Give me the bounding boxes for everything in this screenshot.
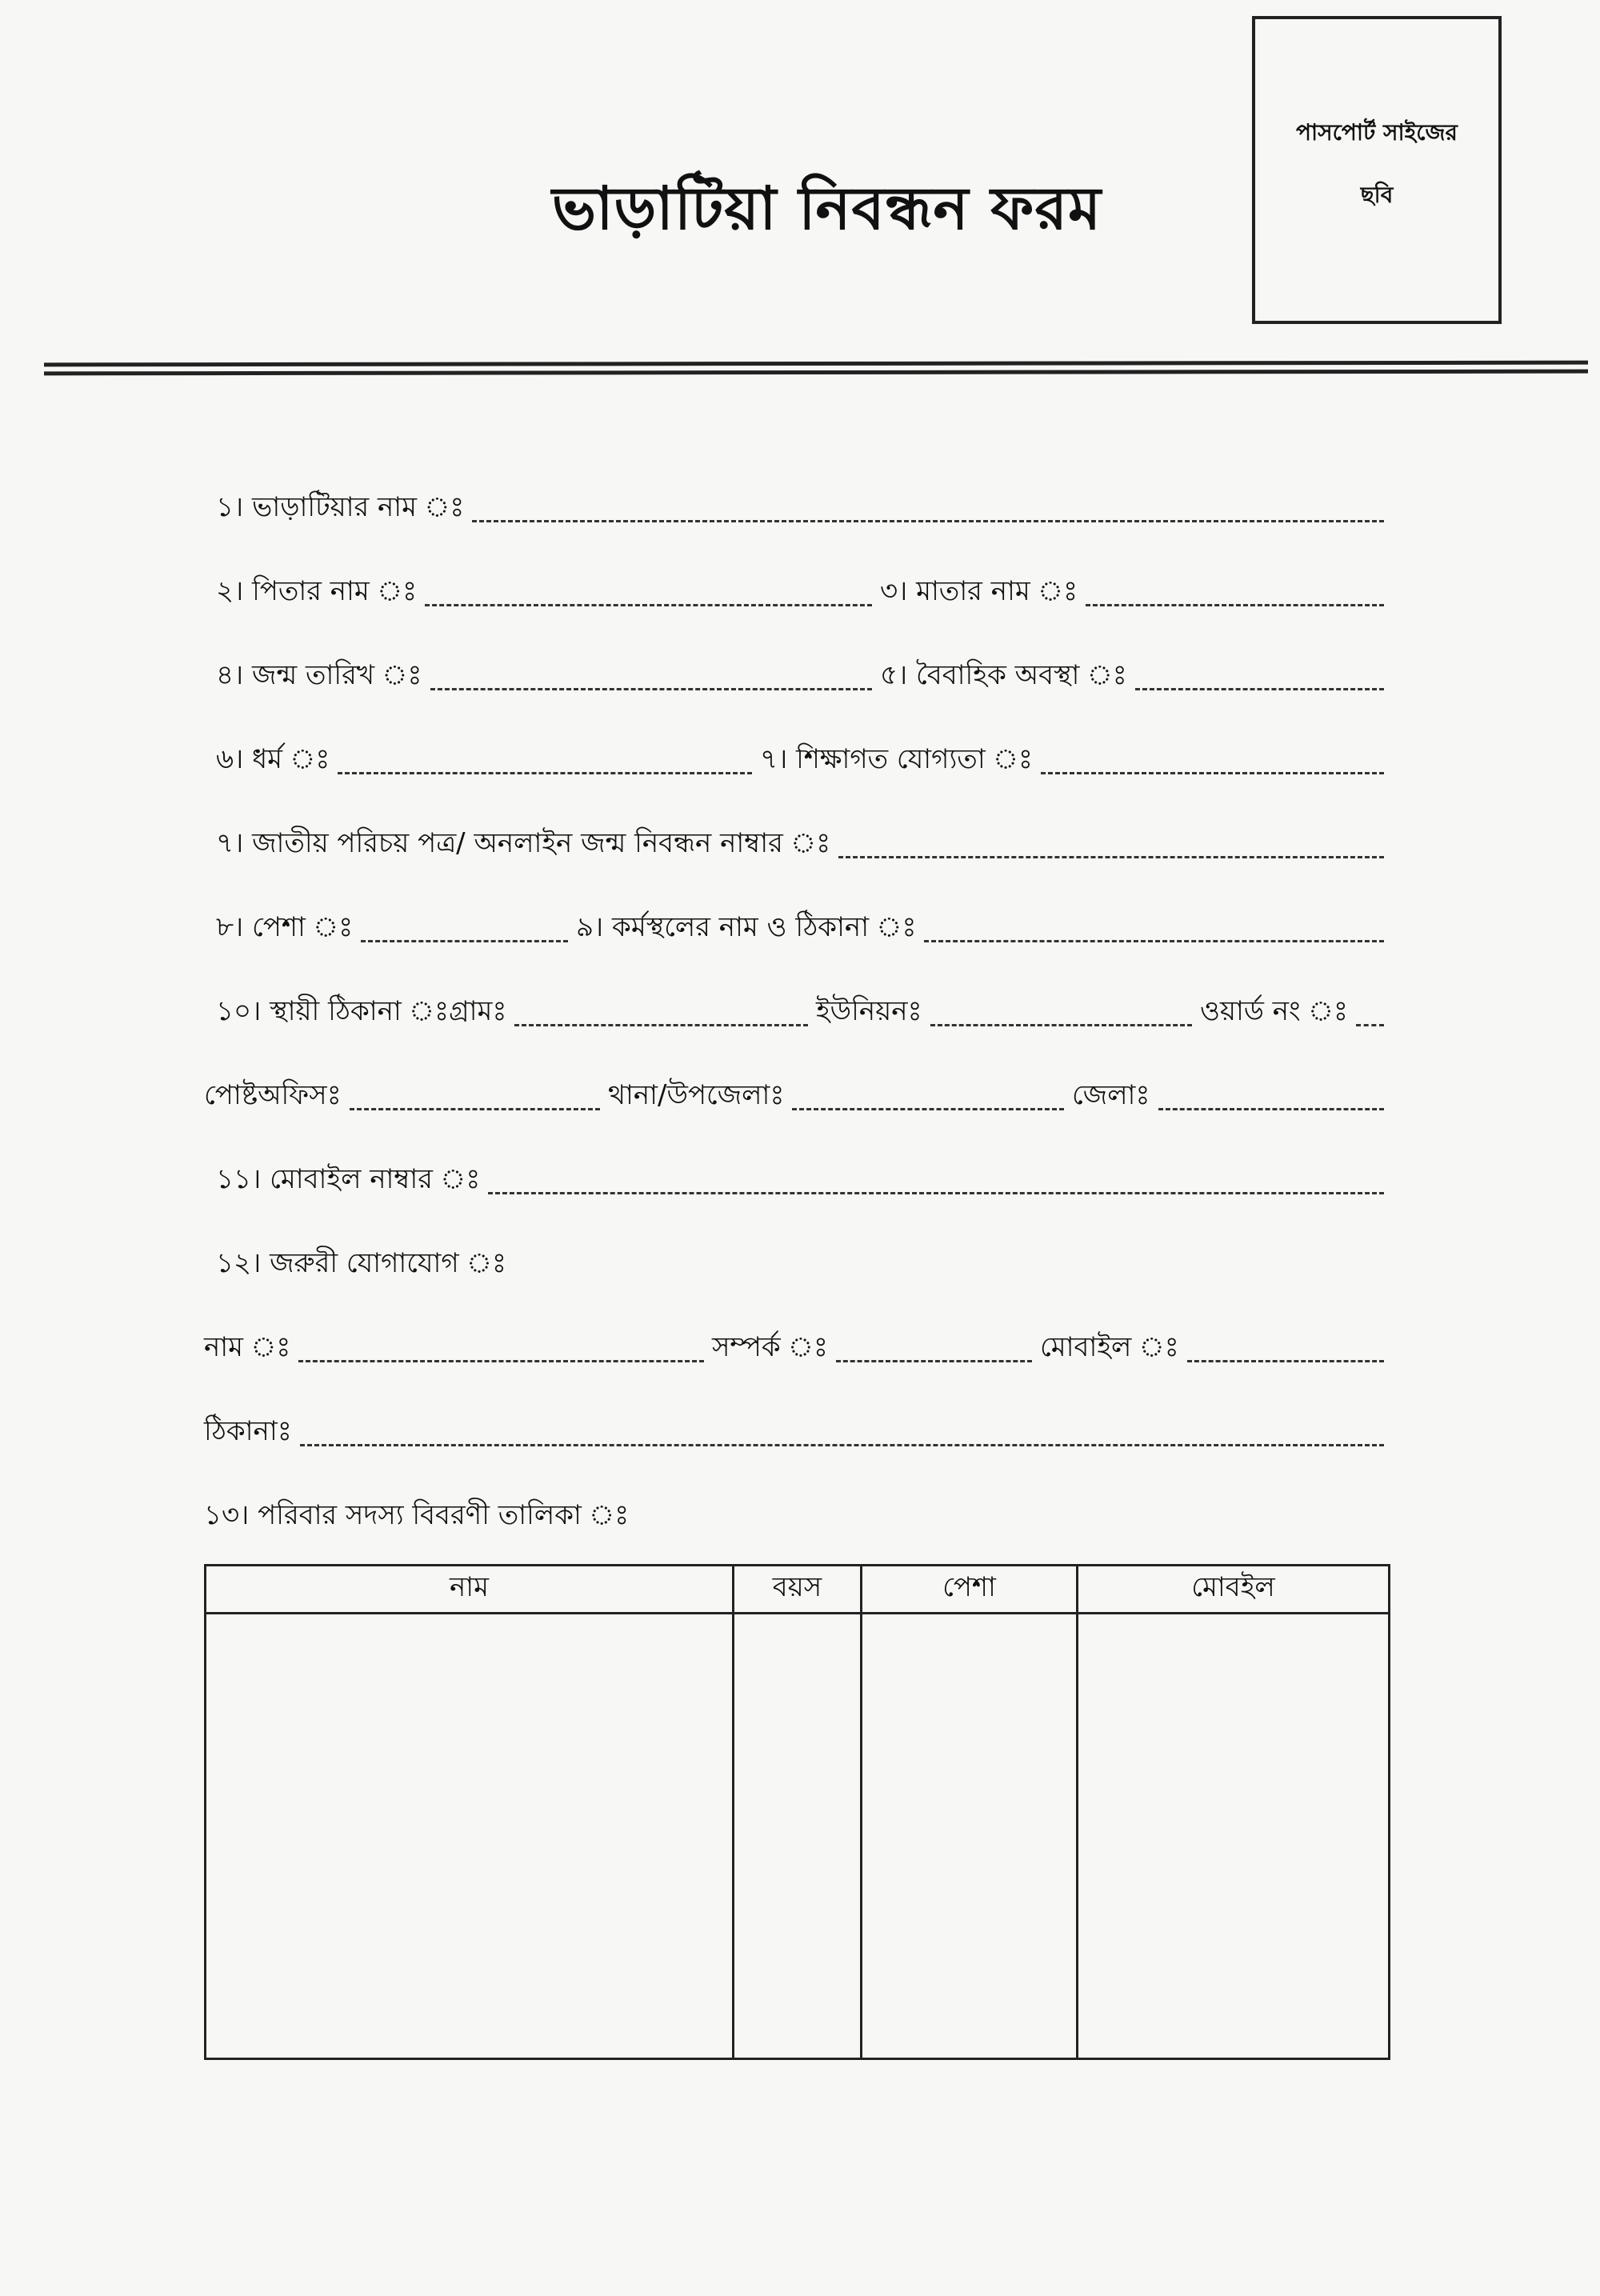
field-nid — [216, 820, 1384, 868]
field-emergency-address — [204, 1408, 1384, 1456]
thana-line[interactable] — [792, 1108, 1064, 1110]
column-header-mobile: মোবইল — [1078, 1566, 1390, 1614]
relation-line[interactable] — [836, 1360, 1032, 1362]
mobile-number-line[interactable] — [488, 1192, 1384, 1194]
mother-name-line[interactable] — [1086, 604, 1384, 606]
table-cell-name[interactable] — [206, 1614, 734, 2059]
field-mobile-number — [216, 1156, 1384, 1204]
emergency-name-line[interactable] — [298, 1360, 704, 1362]
mother-name-label: ৩। মাতার নাম ঃ — [880, 575, 1078, 607]
mobile-number-label: ১১। মোবাইল নাম্বার ঃ — [216, 1163, 481, 1195]
family-members-table — [204, 1564, 1390, 2060]
field-birth-marital-row — [216, 652, 1384, 700]
table-cell-mobile[interactable] — [1078, 1614, 1390, 2059]
emergency-mobile-line[interactable] — [1187, 1360, 1384, 1362]
village-label: গ্রামঃ — [449, 995, 507, 1027]
district-line[interactable] — [1158, 1108, 1384, 1110]
village-line[interactable] — [514, 1024, 808, 1026]
occupation-line[interactable] — [361, 940, 568, 942]
table-header-row — [206, 1566, 1390, 1614]
thana-label: থানা/উপজেলাঃ — [608, 1079, 785, 1111]
religion-line[interactable] — [338, 772, 752, 774]
header-double-rule — [44, 361, 1588, 376]
passport-photo-box — [1252, 16, 1502, 324]
emergency-address-label: ঠিকানাঃ — [204, 1415, 292, 1447]
field-parents-row — [216, 568, 1384, 616]
form-title: ভাড়াটিয়া নিবন্ধন ফরম — [552, 174, 1102, 243]
nid-label: ৭। জাতীয় পরিচয় পত্র/ অনলাইন জন্ম নিবন্ধন নাম্বার ঃ — [216, 827, 831, 859]
father-name-line[interactable] — [425, 604, 872, 606]
field-emergency-name-relation-mobile-row — [204, 1324, 1384, 1372]
father-name-label: ২। পিতার নাম ঃ — [216, 575, 418, 607]
field-tenant-name — [216, 484, 1384, 532]
birth-date-line[interactable] — [430, 688, 873, 690]
relation-label: সম্পর্ক ঃ — [712, 1331, 829, 1363]
table-row — [206, 1614, 1390, 2059]
emergency-contact-label: ১২। জরুরী যোগাযোগ ঃ — [216, 1247, 507, 1279]
emergency-address-line[interactable] — [300, 1444, 1384, 1446]
district-label: জেলাঃ — [1072, 1079, 1150, 1111]
column-header-occupation: পেশা — [862, 1566, 1078, 1614]
field-religion-education-row — [216, 736, 1384, 784]
field-occupation-workplace-row — [216, 904, 1384, 952]
field-emergency-contact — [216, 1240, 1384, 1288]
tenant-name-label: ১। ভাড়াটিয়ার নাম ঃ — [216, 491, 465, 523]
education-line[interactable] — [1041, 772, 1384, 774]
union-label: ইউনিয়নঃ — [816, 995, 922, 1027]
permanent-address-label: ১০। স্থায়ী ঠিকানা ঃ — [216, 995, 450, 1027]
ward-line[interactable] — [1356, 1024, 1384, 1026]
workplace-label: ৯। কর্মস্থলের নাম ও ঠিকানা ঃ — [576, 911, 917, 943]
nid-line[interactable] — [838, 856, 1384, 858]
postoffice-line[interactable] — [350, 1108, 600, 1110]
tenant-name-line[interactable] — [472, 520, 1384, 522]
field-postoffice-thana-district-row — [204, 1072, 1384, 1120]
emergency-name-label: নাম ঃ — [204, 1331, 291, 1363]
field-permanent-address-row — [216, 988, 1384, 1036]
postoffice-label: পোষ্টঅফিসঃ — [204, 1079, 342, 1111]
emergency-mobile-label: মোবাইল ঃ — [1040, 1331, 1179, 1363]
column-header-name: নাম — [206, 1566, 734, 1614]
occupation-label: ৮। পেশা ঃ — [216, 911, 354, 943]
ward-label: ওয়ার্ড নং ঃ — [1200, 995, 1349, 1027]
birth-date-label: ৪। জন্ম তারিখ ঃ — [216, 659, 422, 691]
photo-box-sublabel: ছবি — [1360, 182, 1394, 208]
photo-box-label: পাসপোর্ট সাইজের — [1296, 119, 1458, 146]
union-line[interactable] — [930, 1024, 1192, 1026]
table-cell-age[interactable] — [734, 1614, 862, 2059]
workplace-line[interactable] — [924, 940, 1384, 942]
religion-label: ৬। ধর্ম ঃ — [216, 743, 330, 775]
marital-status-label: ৫। বৈবাহিক অবস্থা ঃ — [880, 659, 1127, 691]
column-header-age: বয়স — [734, 1566, 862, 1614]
table-cell-occupation[interactable] — [862, 1614, 1078, 2059]
family-members-label: ১৩। পরিবার সদস্য বিবরণী তালিকা ঃ — [204, 1499, 630, 1531]
marital-status-line[interactable] — [1135, 688, 1384, 690]
education-label: ৭। শিক্ষাগত যোগ্যতা ঃ — [760, 743, 1034, 775]
field-family-members — [204, 1492, 1384, 1540]
